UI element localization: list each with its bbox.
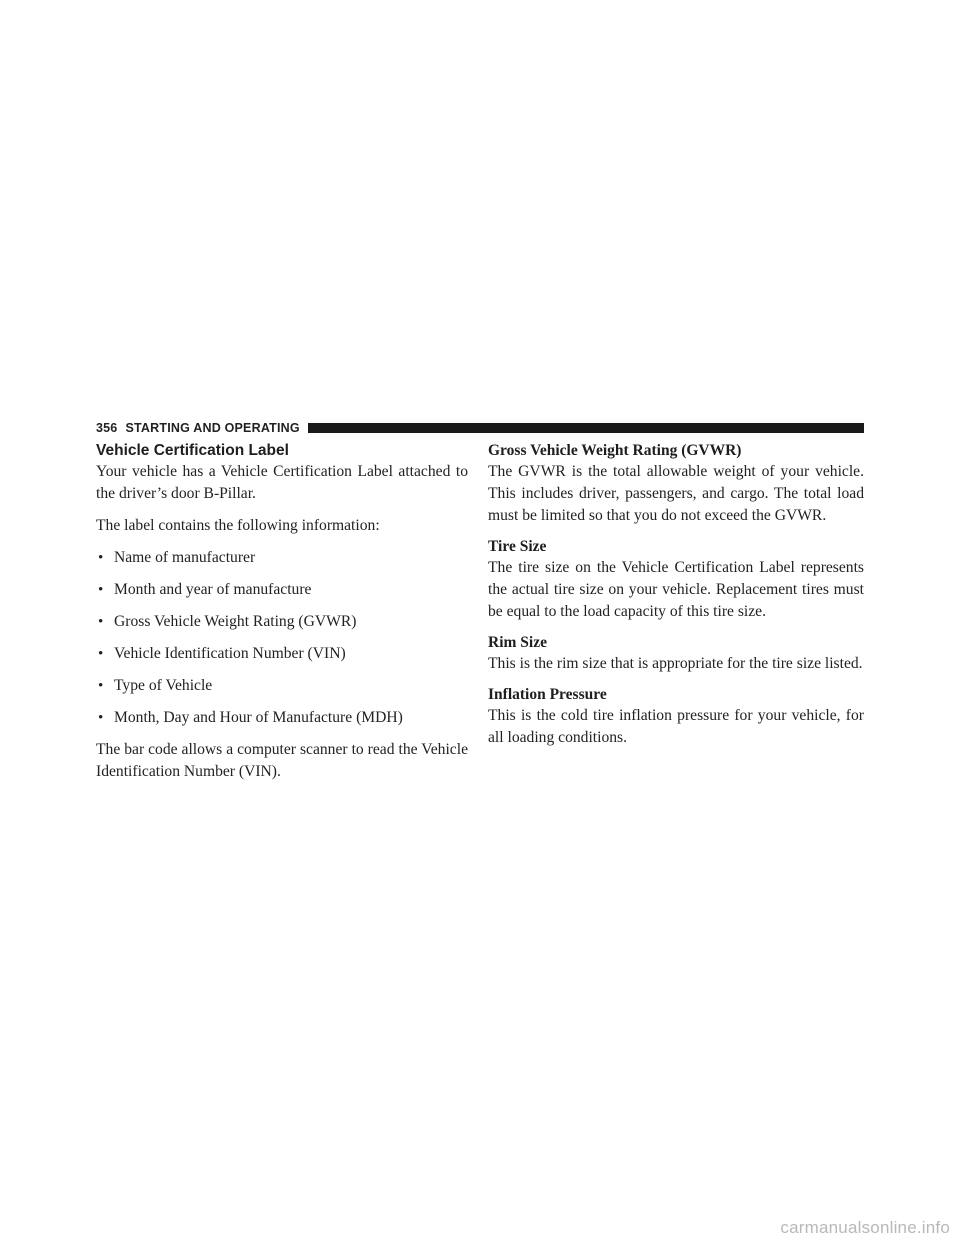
watermark: carmanualsonline.info bbox=[780, 1218, 950, 1237]
paragraph-inflation-pressure: This is the cold tire inflation pressure for your vehicle, for all loading conditions. bbox=[488, 707, 864, 746]
subheading-tire-size: Tire Size bbox=[488, 538, 547, 555]
paragraph-rim-size: This is the rim size that is appropriate for the tire size listed. bbox=[488, 655, 863, 672]
section-title: STARTING AND OPERATING bbox=[125, 421, 300, 435]
bullet-icon: • bbox=[98, 646, 104, 662]
list-item: • Name of manufacturer bbox=[96, 547, 468, 569]
paragraph-tire-size: The tire size on the Vehicle Certification Label represents the actual tire size on your vehicle. Replacement tires must be equal to the load capacity of this tire size. bbox=[488, 559, 864, 620]
paragraph-gvwr: The GVWR is the total allowable weight of your vehicle. This includes driver, passengers, and cargo. The total load must be limited so that you do not exceed the GVWR. bbox=[488, 463, 864, 524]
left-column bbox=[96, 441, 468, 783]
page-header bbox=[96, 419, 864, 437]
right-column bbox=[488, 441, 864, 749]
list-item: • Vehicle Identification Number (VIN) bbox=[96, 643, 468, 665]
section-heading: Vehicle Certification Label bbox=[96, 442, 289, 459]
page-number: 356 bbox=[96, 421, 118, 435]
list-item: • Month and year of manufacture bbox=[96, 579, 468, 601]
intro-paragraph: Your vehicle has a Vehicle Certification Label attached to the driver’s door B-Pillar. bbox=[96, 463, 468, 502]
subheading-inflation-pressure: Inflation Pressure bbox=[488, 686, 607, 703]
info-list bbox=[96, 547, 468, 729]
list-item: • Type of Vehicle bbox=[96, 675, 468, 697]
subheading-gvwr: Gross Vehicle Weight Rating (GVWR) bbox=[488, 442, 742, 459]
bullet-icon: • bbox=[98, 582, 104, 598]
bullet-icon: • bbox=[98, 678, 104, 694]
list-intro: The label contains the following information: bbox=[96, 517, 380, 534]
list-item: • Month, Day and Hour of Manufacture (MDH) bbox=[96, 707, 468, 729]
bullet-icon: • bbox=[98, 614, 104, 630]
header-rule bbox=[308, 423, 864, 433]
subheading-rim-size: Rim Size bbox=[488, 634, 547, 651]
closing-paragraph: The bar code allows a computer scanner to read the Vehicle Identification Number (VIN). bbox=[96, 741, 468, 780]
bullet-icon: • bbox=[98, 710, 104, 726]
list-item: • Gross Vehicle Weight Rating (GVWR) bbox=[96, 611, 468, 633]
bullet-icon: • bbox=[98, 550, 104, 566]
